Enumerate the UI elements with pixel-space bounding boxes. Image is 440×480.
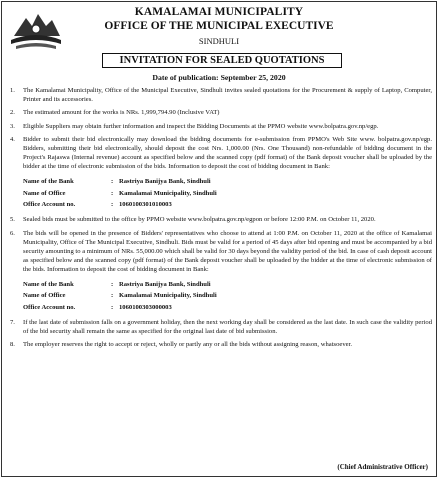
list-item (10, 229, 432, 314)
notice-frame (1, 1, 437, 477)
bank-name-label: Name of the Bank (23, 178, 74, 186)
account-no-value: 1060100303000003 (119, 303, 172, 311)
item-number: 6. (10, 229, 15, 237)
office-name-label: Name of Office (23, 292, 66, 300)
account-no-label: Office Account no. (23, 303, 76, 311)
item-text: The employer reserves the right to accept or reject, wholly or partly any or all the bids without assigning reason, whatsoever. (23, 341, 353, 349)
account-no-value: 1060100301010003 (119, 201, 172, 209)
item-number: 5. (10, 216, 15, 224)
item-number: 2. (10, 109, 15, 117)
bank-name-value: Rastriya Banijya Bank, Sindhuli (119, 178, 211, 186)
bank-name-label: Name of the Bank (23, 280, 74, 288)
account-no-label: Office Account no. (23, 201, 76, 209)
separator: : (111, 303, 114, 311)
bank-details (23, 176, 432, 211)
list-item (10, 215, 432, 224)
item-text: The Kamalamai Municipality, Office of the Municipal Executive, Sindhuli invites sealed quotations for the Procurement & supply of Laptop, Computer, Printer and its accessories. (23, 87, 432, 103)
list-item (10, 108, 432, 117)
office-name-value: Kamalamai Municipality, Sindhuli (119, 292, 217, 300)
notice-items (10, 86, 432, 354)
list-item (10, 122, 432, 131)
separator: : (111, 189, 114, 197)
separator: : (111, 280, 114, 288)
separator: : (111, 292, 114, 300)
item-text: Bidder to submit their bid electronically may download the bidding documents for e-submission from PPMO's Web Site www. bolpatra.gov.np/egp. Bidders, submitting their bid electronically, should deposit the cost Nrs. 1,000.00 (Nrs. One Thousand) non-refundable of bidding document in the Project's Rajaswa (Internal revenue) account as specified below and the scanned copy (pdf format) of the Bank deposit voucher shall be uploaded by the bidder at the time of electronic submission of the bids. Information to deposit the cost of bidding document in Bank: (23, 136, 432, 171)
item-number: 1. (10, 87, 15, 94)
signature-line: (Chief Administrative Officer) (337, 463, 428, 471)
separator: : (111, 178, 114, 186)
district-name: SINDHULI (198, 36, 240, 46)
list-item (10, 318, 432, 336)
municipality-name: KAMALAMAI MUNICIPALITY (134, 6, 304, 18)
publication-date: Date of publication: September 25, 2020 (152, 73, 286, 82)
office-name-value: Kamalamai Municipality, Sindhuli (119, 189, 217, 197)
item-number: 3. (10, 122, 15, 130)
office-name: OFFICE OF THE MUNICIPAL EXECUTIVE (104, 20, 334, 32)
list-item (10, 86, 432, 104)
item-text: Eligible Suppliers may obtain further information and inspect the Bidding Documents at the PPMO website www.bolpatra.gov.np/egp. (23, 122, 379, 130)
item-text: Sealed bids must be submitted to the office by PPMO website www.bolpatra.gov.np/egpon or before 12:00 P.M. on October 11, 2020. (23, 216, 376, 224)
item-text: If the last date of submission falls on a government holiday, then the next working day shall be considered as the last date. In such case the validity period of the bid security shall remain the same as specified for the original last date of bid submission. (23, 318, 432, 335)
separator: : (111, 201, 114, 209)
item-text: The bids will be opened in the presence of Bidders' representatives who choose to attend at 1:00 P.M. on October 11, 2020 at the office of Kamalamai Municipality, Office of The Municipal Executive, Sindhuli. Bids must be valid for a period of 45 days after bid opening and must be accompanied by a bid security amounting to a minimum of NRs. 55,000.00 which shall be valid for 30 days beyond the validity period of the bid. In case of cash deposit account as specified below and the scanned copy (pdf format) of the Bank deposit voucher shall be uploaded by the bidder at the time of electronic submission of the bids. Information to deposit the cost of bidding document in Bank: (23, 229, 432, 273)
item-number: 8. (10, 341, 15, 349)
bank-details (23, 279, 432, 314)
list-item (10, 135, 432, 211)
list-item (10, 340, 432, 349)
item-number: 4. (10, 136, 15, 144)
item-text: The estimated amount for the works is NRs. 1,999,794.90 (Inclusive VAT) (23, 109, 220, 117)
bank-name-value: Rastriya Banijya Bank, Sindhuli (119, 280, 211, 288)
notice-title: INVITATION FOR SEALED QUOTATIONS (102, 53, 342, 68)
office-name-label: Name of Office (23, 189, 66, 197)
item-number: 7. (10, 318, 15, 326)
